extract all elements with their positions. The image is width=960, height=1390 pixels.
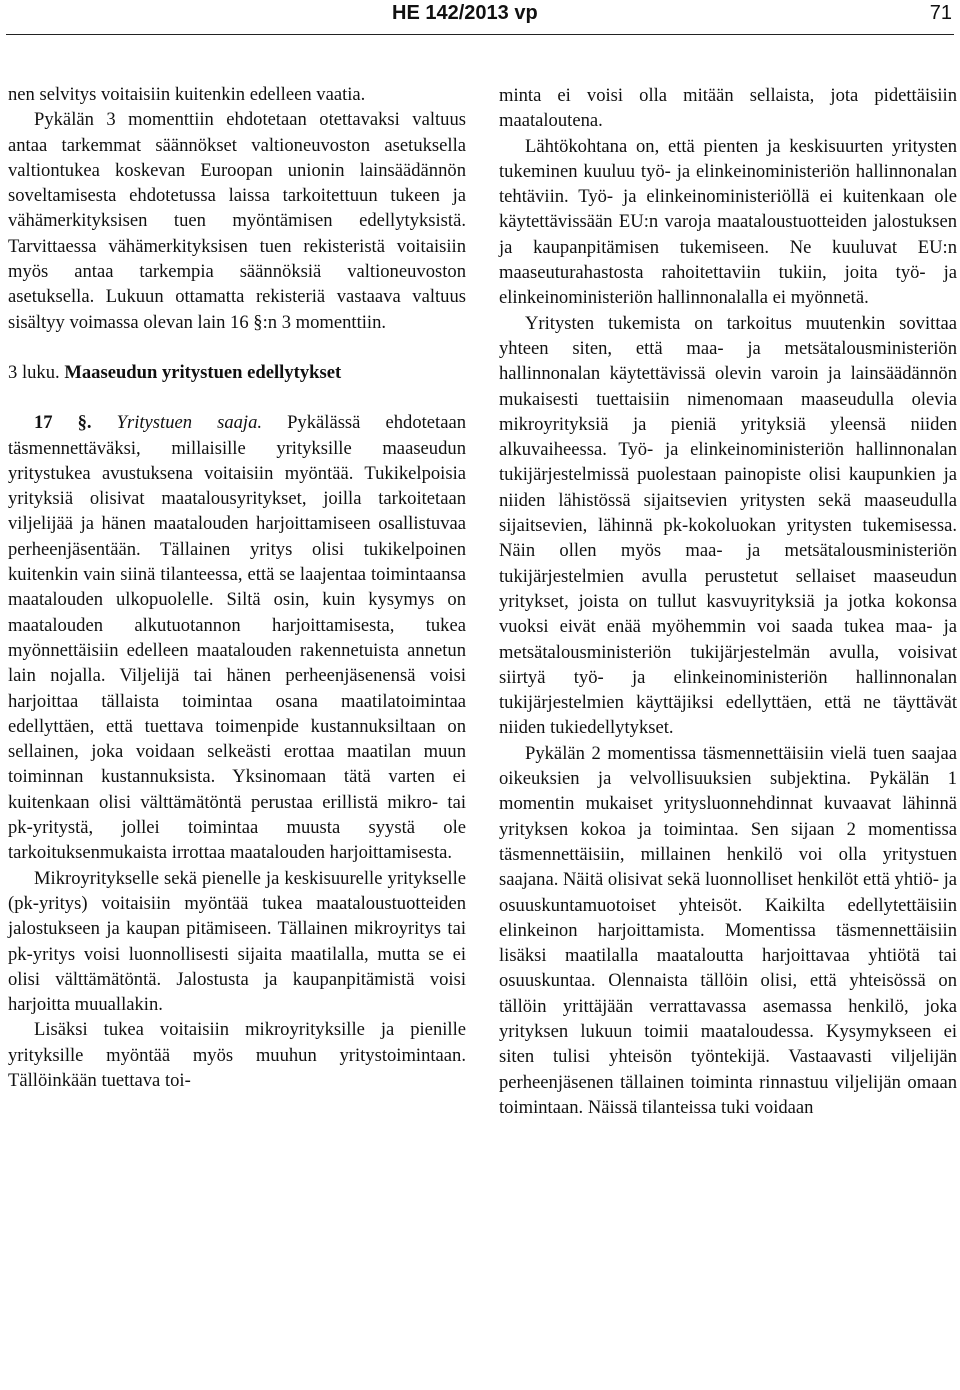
right-column bbox=[499, 83, 957, 1120]
paragraph: Pykälän 2 momentissa täsmennettäisiin vielä tuen saajaa oikeuksien ja velvollisuuksien subjektina. Pykälän 1 momentin mukaiset yritysluonnehdinnat kuvaavat lähinnä yrityksen kokoa ja toimintaa. Sen sijaan 2 momentissa täsmennettäisiin, millainen henkilö voi olla yritystuen saajana. Näitä olisivat sekä luonnolliset henkilöt että yhtiö- ja osuuskuntamuotoiset yhteisöt. Kaikilta edellytettäisiin elinkeinon harjoittamista. Momentissa täsmennettäisiin lisäksi maatilalla maataloutta harjoittavaa yhtiötä tai osuuskuntaa. Olennaista tällöin olisi, että yhteisössä on tällöin yrittäjään verrattavassa asemassa henkilö, joka yrityksen lukuun toimii maataloudessa. Kysymykseen ei siten tulisi yhteisön työntekijä. Vastaavasti viljelijän perheenjäsenen tällainen toiminta rinnastuu viljelijän omaan toimintaan. Näissä tilanteissa tuki voidaan bbox=[499, 742, 958, 1118]
paragraph: nen selvitys voitaisiin kuitenkin edelleen vaatia. bbox=[8, 84, 366, 105]
chapter-title: Maaseudun yritystuen edellytykset bbox=[64, 361, 342, 383]
section-paragraph bbox=[8, 410, 466, 865]
paragraph: Yritysten tukemista on tarkoitus muutenkin sovittaa yhteen siten, että maa- ja metsätalousministeriön hallinnonalan käytettävissä olevin varoin ja lainsäädännön mukaisesti tuettaisiin nimenomaan maaseudulla olevia mikroyrityksiä ja pieniä yrityksiä yleensä niiden alkuvaiheessa. Työ- ja elinkeinoministeriön hallinnonalan tukijärjestelmissä puolestaan painopiste olisi kaupunkien ja niiden lähistössä sijaitsevien yritysten sekä maaseudulla sijaitsevien, lähinnä pk-kokoluokan yritysten tukemisessa. Näin ollen myös maa- ja metsätalousministeriön tukijärjestelmien avulla perustetut sellaiset maaseudun yritykset, joista on tullut kasvuyrityksiä ja jotka kokonsa vuoksi eivät enää myöhemmin voi saada tukea maa- ja metsätalousministeriön tukijärjestelmän avulla, voisivat siirtyä työ- ja elinkeinoministeriön hallinnonalan tukijärjestelmien käyttäjiksi edellyttäen, että ne täyttävät niiden tukiedellytykset. bbox=[499, 312, 957, 739]
page-header bbox=[0, 0, 960, 34]
section-text: Pykälässä ehdotetaan täsmennettäväksi, millaisille yrityksille maaseudun yritystukea avustuksena voitaisiin myöntää. Tukikelpoisia yrityksiä olisivat maatalousyritykset, joilla tarkoitetaan viljelijää ja hänen maatalouden harjoittamiseen osallistuvaa perheenjäsentään. Tällainen yritys olisi tukikelpoinen kuitenkin vain siinä tilanteessa, että se laajentaa toimintaansa maatalouden ulkopuolelle. Siltä osin, kuin kysymys on maatalouden alkutuotannon harjoittamisesta, tukea myönnettäisiin edelleen maatalouden rakennetuista annetun lain nojalla. Viljelijä tai hänen perheenjäsenensä voisi harjoittaa tällaista toimintaa osana maatilatoimintaa edellyttäen, että tuettava toimenpide kustannuksiltaan on sellainen, joka voidaan selkeästi erottaa maatilan muun toiminnan kustannuksista. Yksinomaan tätä varten ei kuitenkaan olisi välttämätöntä perustaa erillistä mikro- tai pk-yritystä, jollei toimintaa muusta syystä ole tarkoituksenmukaista irrottaa maatalouden harjoittamisesta. bbox=[8, 412, 467, 864]
page-number: 71 bbox=[929, 2, 952, 24]
header-rule bbox=[6, 34, 954, 35]
chapter-heading bbox=[8, 360, 466, 385]
paragraph: Lähtökohtana on, että pienten ja keskisuurten yritysten tukeminen kuuluu työ- ja elinkeinoministeriön hallinnonalan tehtäviin. Työ- ja elinkeinoministeriöllä ei kuitenkaan ole käytettävissään EU:n varoja maataloustuotteiden jalostuksen ja kaupanpitämisen tukemiseen. Ne kuuluvat EU:n maaseuturahastosta rahoitettaviin tukiin, joita työ- ja elinkeinoministeriön hallinnonalalla ei myönnetä. bbox=[499, 135, 957, 309]
paragraph: Mikroyritykselle sekä pienelle ja keskisuurelle yritykselle (pk-yritys) voitaisiin myöntää tukea maataloustuotteiden jalostukseen ja kaupan pitämiseen. Tällainen mikroyritys tai pk-yritys voisi luonnollisesti sijaita maatilalla, mutta se ei olisi välttämätöntä. Jalostusta ja kaupanpitämistä voisi harjoitta muuallakin. bbox=[8, 867, 466, 1016]
paragraph: Lisäksi tukea voitaisiin mikroyrityksille ja pienille yrityksille myöntää myös muuhun yritystoimintaan. Tällöinkään tuettava toi- bbox=[8, 1019, 466, 1091]
chapter-number: 3 luku. bbox=[8, 361, 60, 383]
section-title: Yritystuen saaja. bbox=[116, 412, 263, 434]
document-id: HE 142/2013 vp bbox=[392, 2, 538, 24]
section-number: 17 §. bbox=[34, 412, 92, 434]
paragraph: Pykälän 3 momenttiin ehdotetaan otettavaksi valtuus antaa tarkemmat säännökset valtioneuvoston asetuksella valtiontukea koskevan Euroopan unionin lainsäädännön soveltamisesta ehdotetussa laissa tarkoitettuun tukeen ja vähämerkityksisen tuen myöntämisen edellytyksistä. Tarvittaessa vähämerkityksisen tuen rekisteristä voitaisiin myös antaa tarkempia säännöksiä valtioneuvoston asetuksella. Lukuun ottamatta rekisteriä vastaava valtuus sisältyy voimassa olevan lain 16 §:n 3 momenttiin. bbox=[8, 109, 466, 333]
left-column bbox=[8, 82, 466, 1093]
paragraph: minta ei voisi olla mitään sellaista, jota pidettäisiin maataloutena. bbox=[499, 85, 957, 132]
